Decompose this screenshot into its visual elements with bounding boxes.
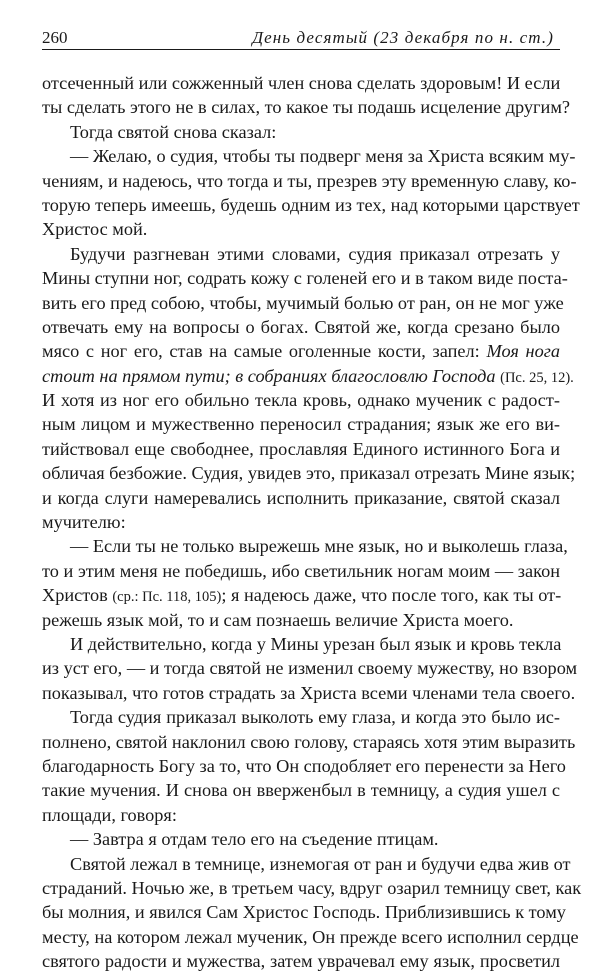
text-line: Будучи разгневан этими словами, судия приказал отрезать у (70, 243, 560, 264)
body-text (42, 71, 582, 973)
text-line (42, 339, 560, 363)
text-segment: Христов (42, 585, 108, 606)
text-line: страданий. Ночью же, в третьем часу, вдруг озарил темницу свет, как (42, 877, 582, 898)
text-line: Христос мой. (42, 219, 148, 240)
text-line: И действительно, когда у Мины урезан был язык и кровь текла (70, 633, 562, 654)
text-line: такие мучения. И снова он вверженбыл в темницу, а судия ушел с (42, 780, 560, 801)
text-line: режешь язык мой, то и сам познаешь величие Христа моего. (42, 609, 514, 630)
text-line: И хотя из ног его обильно текла кровь, однако мученик с радост- (42, 390, 560, 411)
text-line: из уст его, — и тогда святой не изменил своему мужеству, но взором (42, 658, 578, 679)
text-line: показывал, что готов страдать за Христа всеми членами тела своего. (42, 682, 576, 703)
text-line: отвечать ему на вопросы о богах. Святой же, когда срезано было (42, 316, 560, 337)
text-line: обличая безбожие. Судия, увидев это, приказал отрезать Мине язык; (42, 463, 576, 484)
text-line: вить его пред собою, чтобы, мучимый болью от ран, он не мог уже (42, 292, 564, 313)
text-line: — Желаю, о судия, чтобы ты подверг меня за Христа всяким му- (70, 146, 576, 167)
text-line: и когда слуги намеревались исполнить приказание, святой сказал (42, 487, 560, 508)
running-title: День десятый (23 декабря по н. ст.) (252, 28, 554, 47)
text-line: чениям, и надеюсь, что тогда и ты, презрев эту временную славу, ко- (42, 170, 577, 191)
text-line (42, 583, 560, 607)
text-line: отсеченный или сожженный член снова сделать здоровым! И если (42, 73, 561, 93)
text-line: месту, на котором лежал мученик, Он прежде всего исполнил сердце (42, 926, 579, 947)
text-line: бы молния, и явился Сам Христос Господь. Приблизившись к тому (42, 902, 566, 923)
text-line: то и этим меня не победишь, ибо светильник ногам моим — закон (42, 560, 560, 581)
text-segment: мясо с ног его, став на самые оголенные кости, запел: (42, 341, 480, 362)
text-line: площади, говоря: (42, 804, 177, 825)
text-line: Мины ступни ног, содрать кожу с голеней его и в таком виде поста- (42, 268, 568, 289)
text-line: ты сделать этого не в силах, то какое ты подашь исцеление другим? (42, 97, 571, 118)
text-line: благодарность Богу за то, что Он сподобляет его перенести за Него (42, 755, 566, 776)
text-line: полнено, святой наклонил свою голову, стараясь хотя этим выразить (42, 731, 576, 752)
text-line: Тогда судия приказал выколоть ему глаза, и когда это было ис- (70, 707, 560, 728)
scripture-reference: (ср.: Пс. 118, 105) (112, 589, 222, 606)
text-line: ным лицом и мужественно переносил страдания; язык же его ви- (42, 414, 560, 435)
scripture-reference: (Пс. 25, 12). (500, 369, 574, 386)
text-line: мучителю: (42, 512, 126, 533)
psalm-quote: Моя нога (486, 341, 561, 362)
text-line: торую теперь имеешь, будешь одним из тех, над которыми царствует (42, 194, 580, 215)
text-line: Святой лежал в темнице, изнемогая от ран и будучи едва жив от (70, 853, 571, 874)
psalm-quote: стоит на прямом пути; в собраниях благословлю Господа (42, 365, 496, 386)
page-header (42, 26, 560, 52)
text-line (42, 364, 574, 388)
text-line: святого радости и мужества, затем уврачевал ему язык, просветил (42, 951, 560, 972)
text-line: Тогда святой снова сказал: (70, 121, 277, 142)
text-line: — Если ты не только вырежешь мне язык, но и выколешь глаза, (70, 536, 568, 557)
page-number: 260 (42, 28, 68, 47)
header-rule (42, 49, 560, 50)
text-segment: ; я надеюсь даже, что после того, как ты от- (221, 585, 562, 606)
text-line: — Завтра я отдам тело его на съедение птицам. (70, 829, 439, 850)
text-line: тийствовал еще свободнее, прославляя Единого истинного Бога и (42, 438, 560, 459)
